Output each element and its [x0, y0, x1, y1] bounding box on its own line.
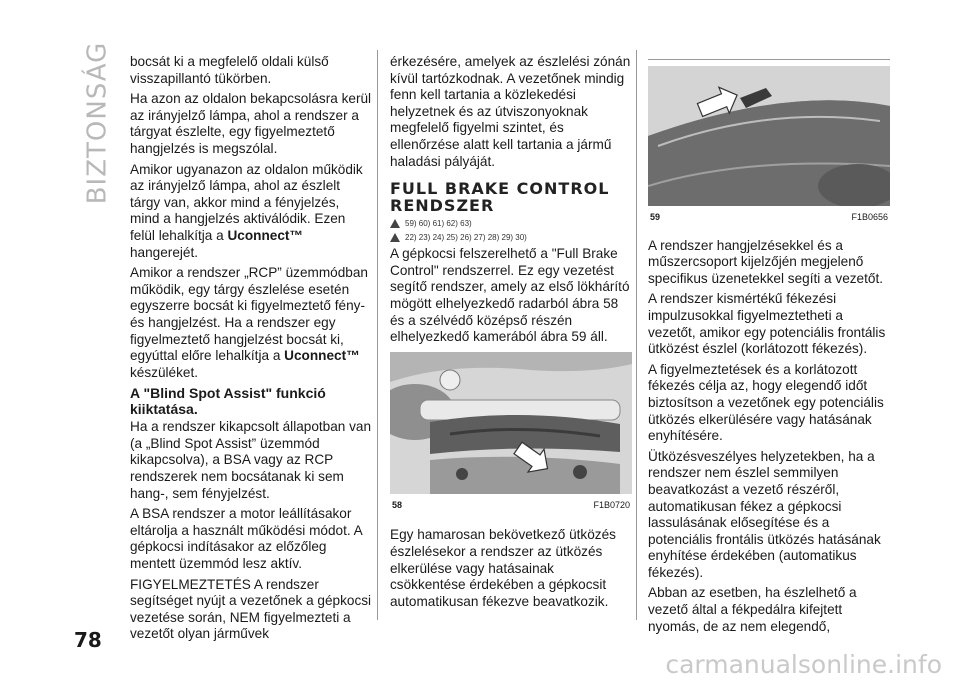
brand-name: Uconnect™	[227, 227, 304, 243]
text-column-3	[648, 66, 890, 639]
column-divider-2	[636, 50, 637, 620]
note-references: 22) 23) 24) 25) 26) 27) 28) 29) 30)	[390, 232, 632, 243]
page-number: 78	[74, 628, 102, 652]
paragraph: Amikor ugyanazon az oldalon működik az irányjelző lámpa, ahol az észlelt tárgy van, akkor mind a fényjelzés, mind a hangjelzés aktiválódik. Ezen felül lehalkítja a Uconnect™ hangerejét.	[130, 161, 363, 260]
figure-code: F1B0656	[851, 212, 888, 222]
figure-code: F1B0720	[593, 499, 630, 510]
paragraph: Amikor a rendszer „RCP” üzemmódban működik, egy tárgy észlelése esetén egyszerre bocsát ki figyelmeztető fény- és hangjelzést. Ha a rendszer egy figyelmeztető hangjelzést bocsát ki, egyúttal előre lehalkítja a Uconnect™ készüléket.	[130, 265, 368, 380]
figure-top-rule	[648, 59, 890, 60]
section-side-tab-label: BIZTONSÁG	[82, 41, 113, 205]
column-divider-1	[377, 50, 378, 620]
paragraph: Egy hamarosan bekövetkező ütközés észlelésekor a rendszer az ütközés elkerülése vagy hatásainak csökkentése érdekében a gépkocsit automatikusan fékezve beavatkozik.	[390, 527, 616, 609]
subheading: A "Blind Spot Assist" funkció kiiktatása.	[130, 385, 326, 418]
figure-58	[390, 352, 632, 514]
figure-59	[648, 66, 890, 226]
paragraph: Abban az esetben, ha észlelhető a vezető által a fékpedálra kifejtett nyomás, de az nem elegendő,	[648, 585, 857, 634]
text-column-2	[390, 54, 632, 614]
warning-references: 59) 60) 61) 62) 63)	[390, 218, 632, 229]
figure-caption	[648, 209, 890, 226]
paragraph: bocsát ki a megfelelő oldali külső visszapillantó tükörben.	[130, 54, 329, 86]
windshield-camera-photo	[648, 66, 890, 206]
paragraph: A figyelmeztetések és a korlátozott fékezés célja az, hogy elegendő időt biztosítson a vezetőnek egy potenciális ütközés elkerülésére vagy hatásának enyhítésére.	[648, 361, 884, 444]
figure-number: 59	[650, 212, 661, 222]
figure-number: 58	[392, 499, 403, 510]
paragraph: A rendszer kismértékű fékezési impulzusokkal figyelmeztetheti a vezetőt, amikor egy potenciális frontális ütközést észlel (korlátozott fékezés).	[648, 291, 886, 357]
watermark: carmanualsonline.info	[665, 650, 942, 679]
warning-triangle-icon	[390, 219, 400, 228]
paragraph: Ütközésveszélyes helyzetekben, ha a rendszer nem észlel semmilyen beavatkozást a vezető részéről, automatikusan fékez a gépkocsi lassulásának elősegítése és a potenciális frontális ütközés hatásának enyhítése érdekében (automatikus fékezés).	[648, 448, 881, 580]
paragraph: FIGYELMEZTETÉS A rendszer segítséget nyújt a vezetőnek a gépkocsi vezetése során, NEM figyelmezteti a vezetőt olyan járművek	[130, 576, 372, 642]
paragraph: Ha a rendszer kikapcsolt állapotban van (a „Blind Spot Assist” üzemmód kikapcsolva), a BSA vagy az RCP rendszerek nem bocsátanak ki sem hang-, sem fényjelzést.	[130, 419, 372, 501]
car-front-radar-photo	[390, 352, 632, 494]
paragraph: A BSA rendszer a motor leállításakor eltárolja a használt működési módot. A gépkocsi indításakor az előzőleg mentett üzemmód lesz aktív.	[130, 506, 362, 572]
brand-name: Uconnect™	[284, 348, 360, 364]
section-side-tab	[82, 41, 113, 205]
paragraph: A gépkocsi felszerelhető a "Full Brake Control" rendszerrel. Ez egy vezetést segítő rendszer, amely az első lökhárító mögött elhelyezkedő radarból ábra 58 és a szélvédő középső részén elhelyezkedő kamerából ábra 59 áll.	[390, 246, 630, 345]
paragraph: A rendszer hangjelzésekkel és a műszercsoport kijelzőjén megjelenő specifikus üzenetekkel segíti a vezetőt.	[648, 237, 883, 286]
figure-caption	[390, 497, 632, 514]
text-column-1	[130, 54, 372, 647]
paragraph: Ha azon az oldalon bekapcsolásra kerül az irányjelző lámpa, ahol a rendszer a tárgyat észlelte, egy figyelmeztető hangjelzés is megszólal.	[130, 91, 372, 156]
paragraph: érkezésére, amelyek az észlelési zónán kívül tartózkodnak. A vezetőnek mindig fenn kell tartania a közlekedési helyzetnek és az útviszonyoknak megfelelő figyelmi szintet, és ellenőrzése alatt kell tartania a jármű haladási pályáját.	[390, 54, 631, 169]
warning-triangle-icon	[390, 233, 400, 242]
section-title: FULL BRAKE CONTROL RENDSZER	[390, 179, 610, 216]
